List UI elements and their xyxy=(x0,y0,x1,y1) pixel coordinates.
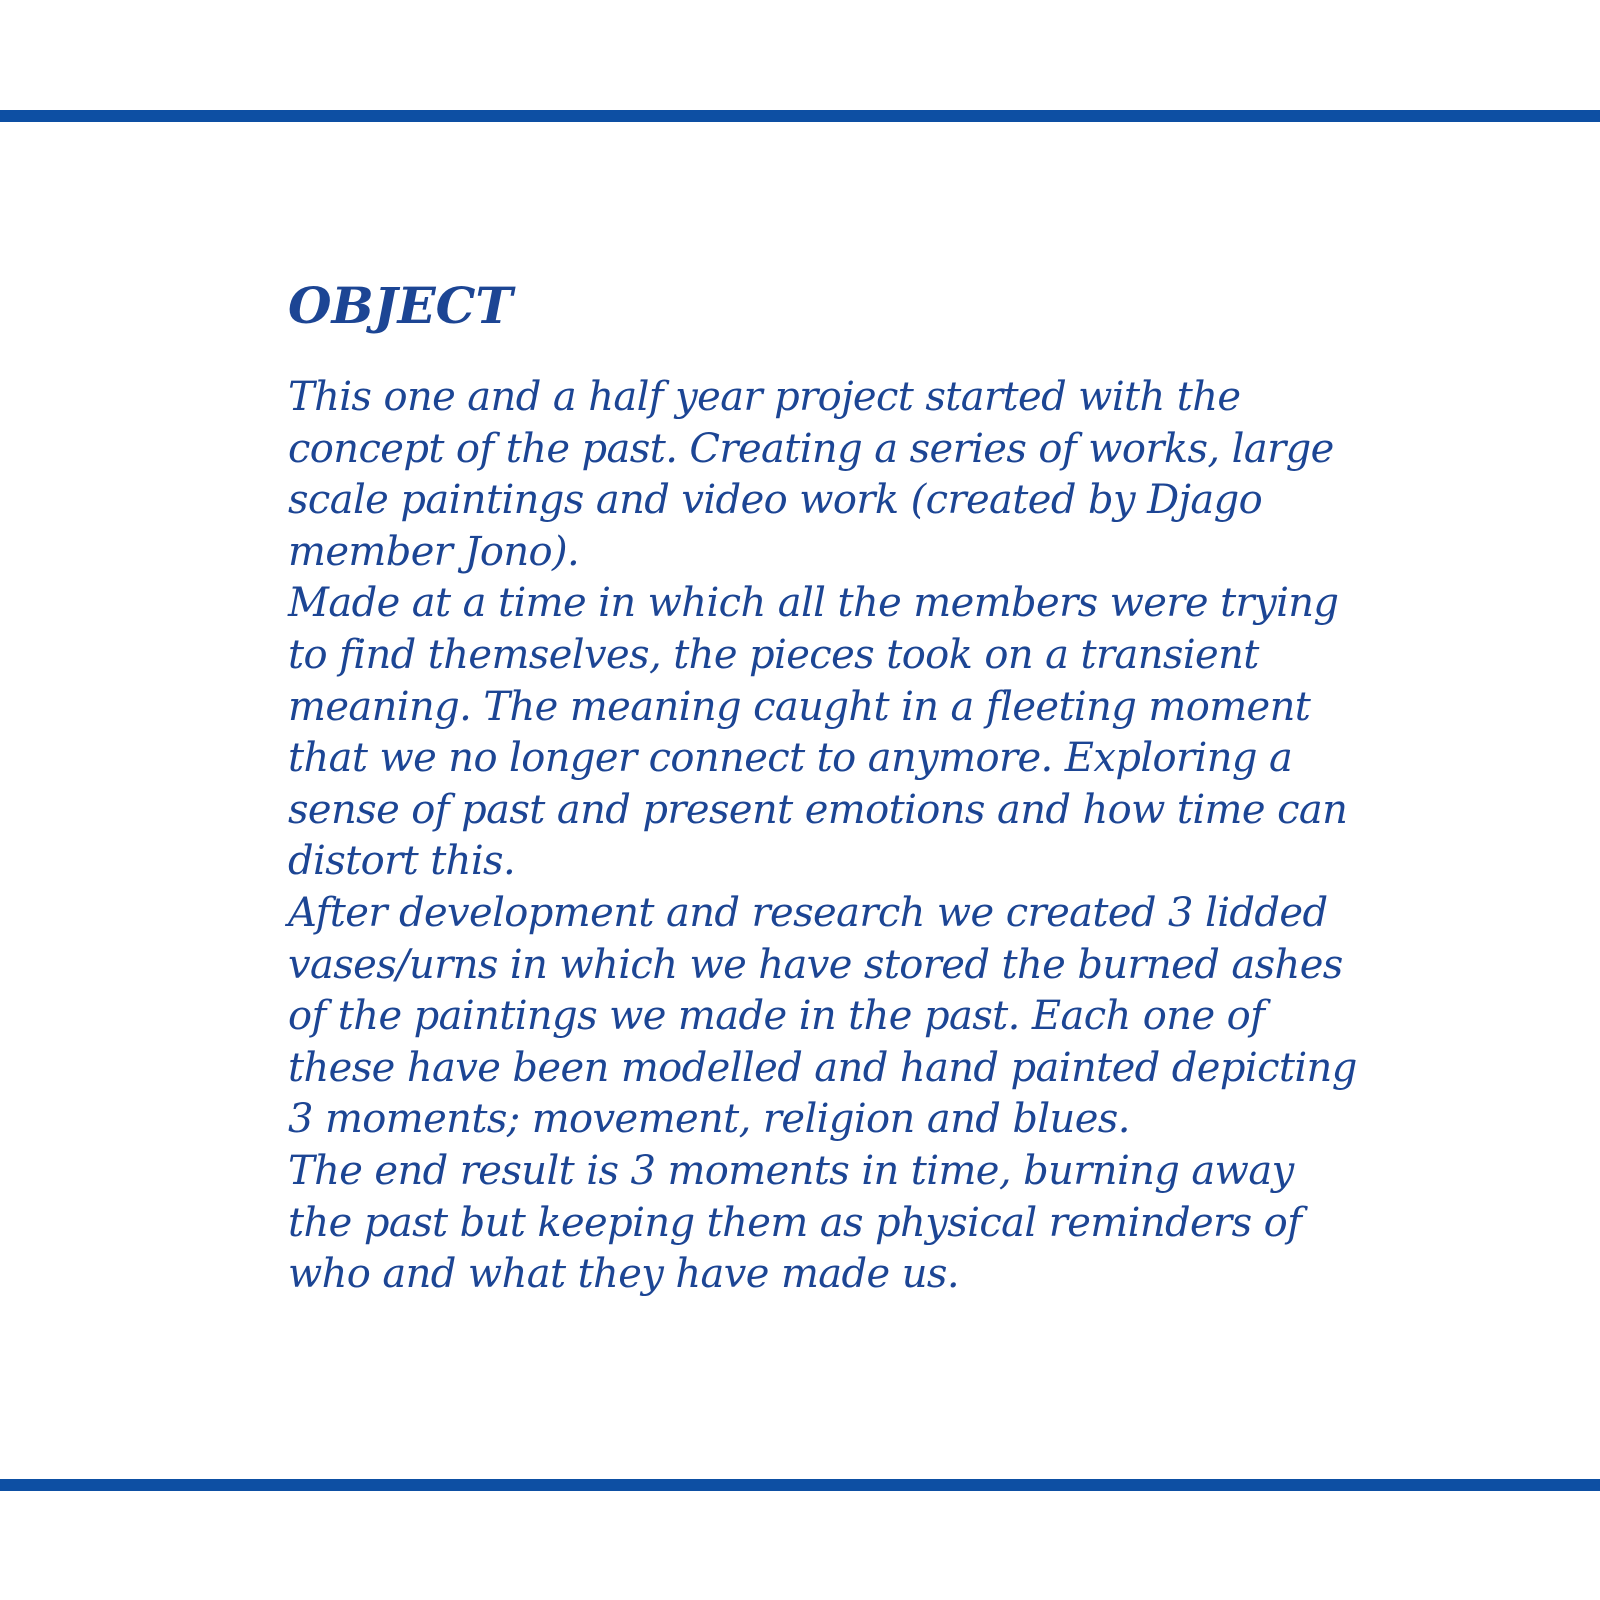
body-line: these have been modelled and hand painted depicting xyxy=(288,1044,1357,1091)
bottom-divider xyxy=(0,1479,1600,1491)
body-line: vases/urns in which we have stored the burned ashes xyxy=(288,941,1343,988)
body-line: sense of past and present emotions and how time can xyxy=(288,786,1348,833)
page-title: OBJECT xyxy=(288,276,513,335)
body-line: Made at a time in which all the members were trying xyxy=(288,580,1339,627)
body-line: This one and a half year project started with the xyxy=(288,374,1241,420)
body-text xyxy=(288,372,1357,1301)
body-line: member Jono). xyxy=(288,528,580,575)
body-line: 3 moments; movement, religion and blues. xyxy=(288,1096,1130,1143)
body-line: of the paintings we made in the past. Each one of xyxy=(288,993,1265,1040)
body-line: The end result is 3 moments in time, burning away xyxy=(288,1147,1294,1194)
top-divider xyxy=(0,110,1600,122)
body-line: After development and research we created 3 lidded xyxy=(288,889,1328,936)
body-line: that we no longer connect to anymore. Exploring a xyxy=(288,735,1293,782)
body-line: to find themselves, the pieces took on a transient xyxy=(288,631,1259,678)
body-line: meaning. The meaning caught in a fleeting moment xyxy=(288,683,1311,730)
body-line: who and what they have made us. xyxy=(288,1251,959,1298)
body-line: the past but keeping them as physical reminders of xyxy=(288,1199,1302,1246)
body-line: concept of the past. Creating a series of works, large xyxy=(288,425,1334,472)
body-line: scale paintings and video work (created by Djago xyxy=(288,477,1263,524)
text-block xyxy=(288,270,1357,1301)
body-line: distort this. xyxy=(288,838,516,885)
